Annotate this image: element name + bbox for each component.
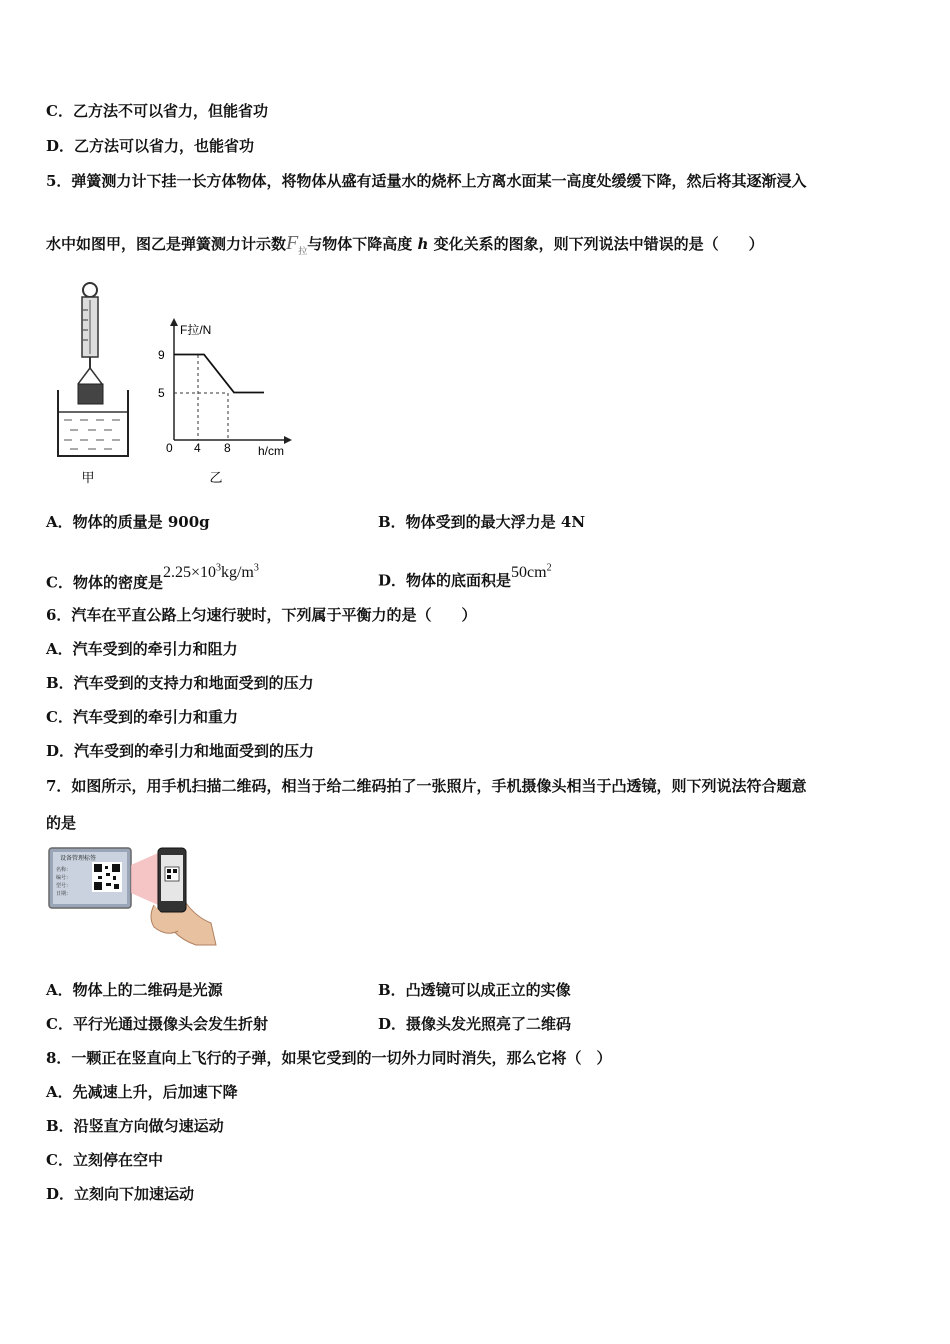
q5-stem-line2: 水中如图甲，图乙是弹簧测力计示数$F_拉$与物体下降高度 h 变化关系的图象，则下列说法中错误的是（ ） xyxy=(46,232,764,256)
q8-option-c: C．立刻停在空中 xyxy=(46,1151,163,1169)
svg-text:编号：: 编号： xyxy=(56,875,72,881)
q8-option-b: B．沿竖直方向做匀速运动 xyxy=(46,1117,224,1135)
figure-qr-scan xyxy=(46,845,221,950)
graph-series-line xyxy=(174,355,264,393)
q7-option-c: C．平行光通过摄像头会发生折射 xyxy=(46,1015,268,1033)
q7-stem-line2: 的是 xyxy=(46,814,77,832)
card-title: 设备管理标签 xyxy=(60,856,97,862)
q6-option-a: A．汽车受到的牵引力和阻力 xyxy=(46,640,238,658)
q7-option-b: B．凸透镜可以成正立的实像 xyxy=(378,981,571,999)
q8-option-a: A．先减速上升，后加速下降 xyxy=(46,1083,238,1101)
q5-option-a: A．物体的质量是 900g xyxy=(46,513,210,531)
q6-option-b: B．汽车受到的支持力和地面受到的压力 xyxy=(46,674,314,692)
q6-stem: 6．汽车在平直公路上匀速行驶时，下列属于平衡力的是（ ） xyxy=(46,606,477,624)
graph-xlabel: h/cm xyxy=(258,444,285,458)
f-pull-symbol: $F_拉$ xyxy=(286,232,308,256)
qr-code-icon xyxy=(92,862,122,892)
q4-option-d: D．乙方法可以省力，也能省功 xyxy=(46,137,255,155)
q5-option-d: D．物体的底面积是$50cm^2$ xyxy=(378,563,552,590)
q6-option-c: C．汽车受到的牵引力和重力 xyxy=(46,708,238,726)
svg-text:型号：: 型号： xyxy=(56,883,72,889)
area-value: $50cm^2$ xyxy=(511,563,552,582)
q7-option-d: D．摄像头发光照亮了二维码 xyxy=(378,1015,572,1033)
q8-option-d: D．立刻向下加速运动 xyxy=(46,1185,195,1203)
q4-option-c: C．乙方法不可以省力，但能省功 xyxy=(46,102,268,120)
figure-jia-spring-scale xyxy=(50,280,140,490)
figure-yi-label: 乙 xyxy=(209,470,223,485)
q5-stem-line1: 5．弹簧测力计下挂一长方体物体，将物体从盛有适量水的烧杯上方离水面某一高度处缓缓下降，然后将其逐渐浸入 xyxy=(46,172,807,190)
q5-option-b: B．物体受到的最大浮力是 4N xyxy=(378,513,586,531)
x-tick-8: 8 xyxy=(224,441,231,455)
svg-text:日期：: 日期： xyxy=(56,891,72,897)
graph-ylabel: F拉/N xyxy=(180,323,212,337)
svg-text:名称：: 名称： xyxy=(56,867,72,873)
q5-option-c: C．物体的密度是$2.25\times 10^3kg/m^3$ xyxy=(46,563,259,592)
x-tick-0: 0 xyxy=(166,441,173,455)
figure-yi-graph xyxy=(150,312,300,492)
q7-option-a: A．物体上的二维码是光源 xyxy=(46,981,223,999)
q6-option-d: D．汽车受到的牵引力和地面受到的压力 xyxy=(46,742,315,760)
density-value: $2.25\times 10^3kg/m^3$ xyxy=(162,563,259,582)
q8-stem: 8．一颗正在竖直向上飞行的子弹，如果它受到的一切外力同时消失，那么它将（ ） xyxy=(46,1049,612,1067)
x-tick-4: 4 xyxy=(194,441,201,455)
q7-stem-line1: 7．如图所示，用手机扫描二维码，相当于给二维码拍了一张照片，手机摄像头相当于凸透镜，则下列说法符合题意 xyxy=(46,777,807,795)
figure-jia-label: 甲 xyxy=(81,470,95,485)
y-tick-5: 5 xyxy=(158,386,165,400)
y-tick-9: 9 xyxy=(158,348,165,362)
